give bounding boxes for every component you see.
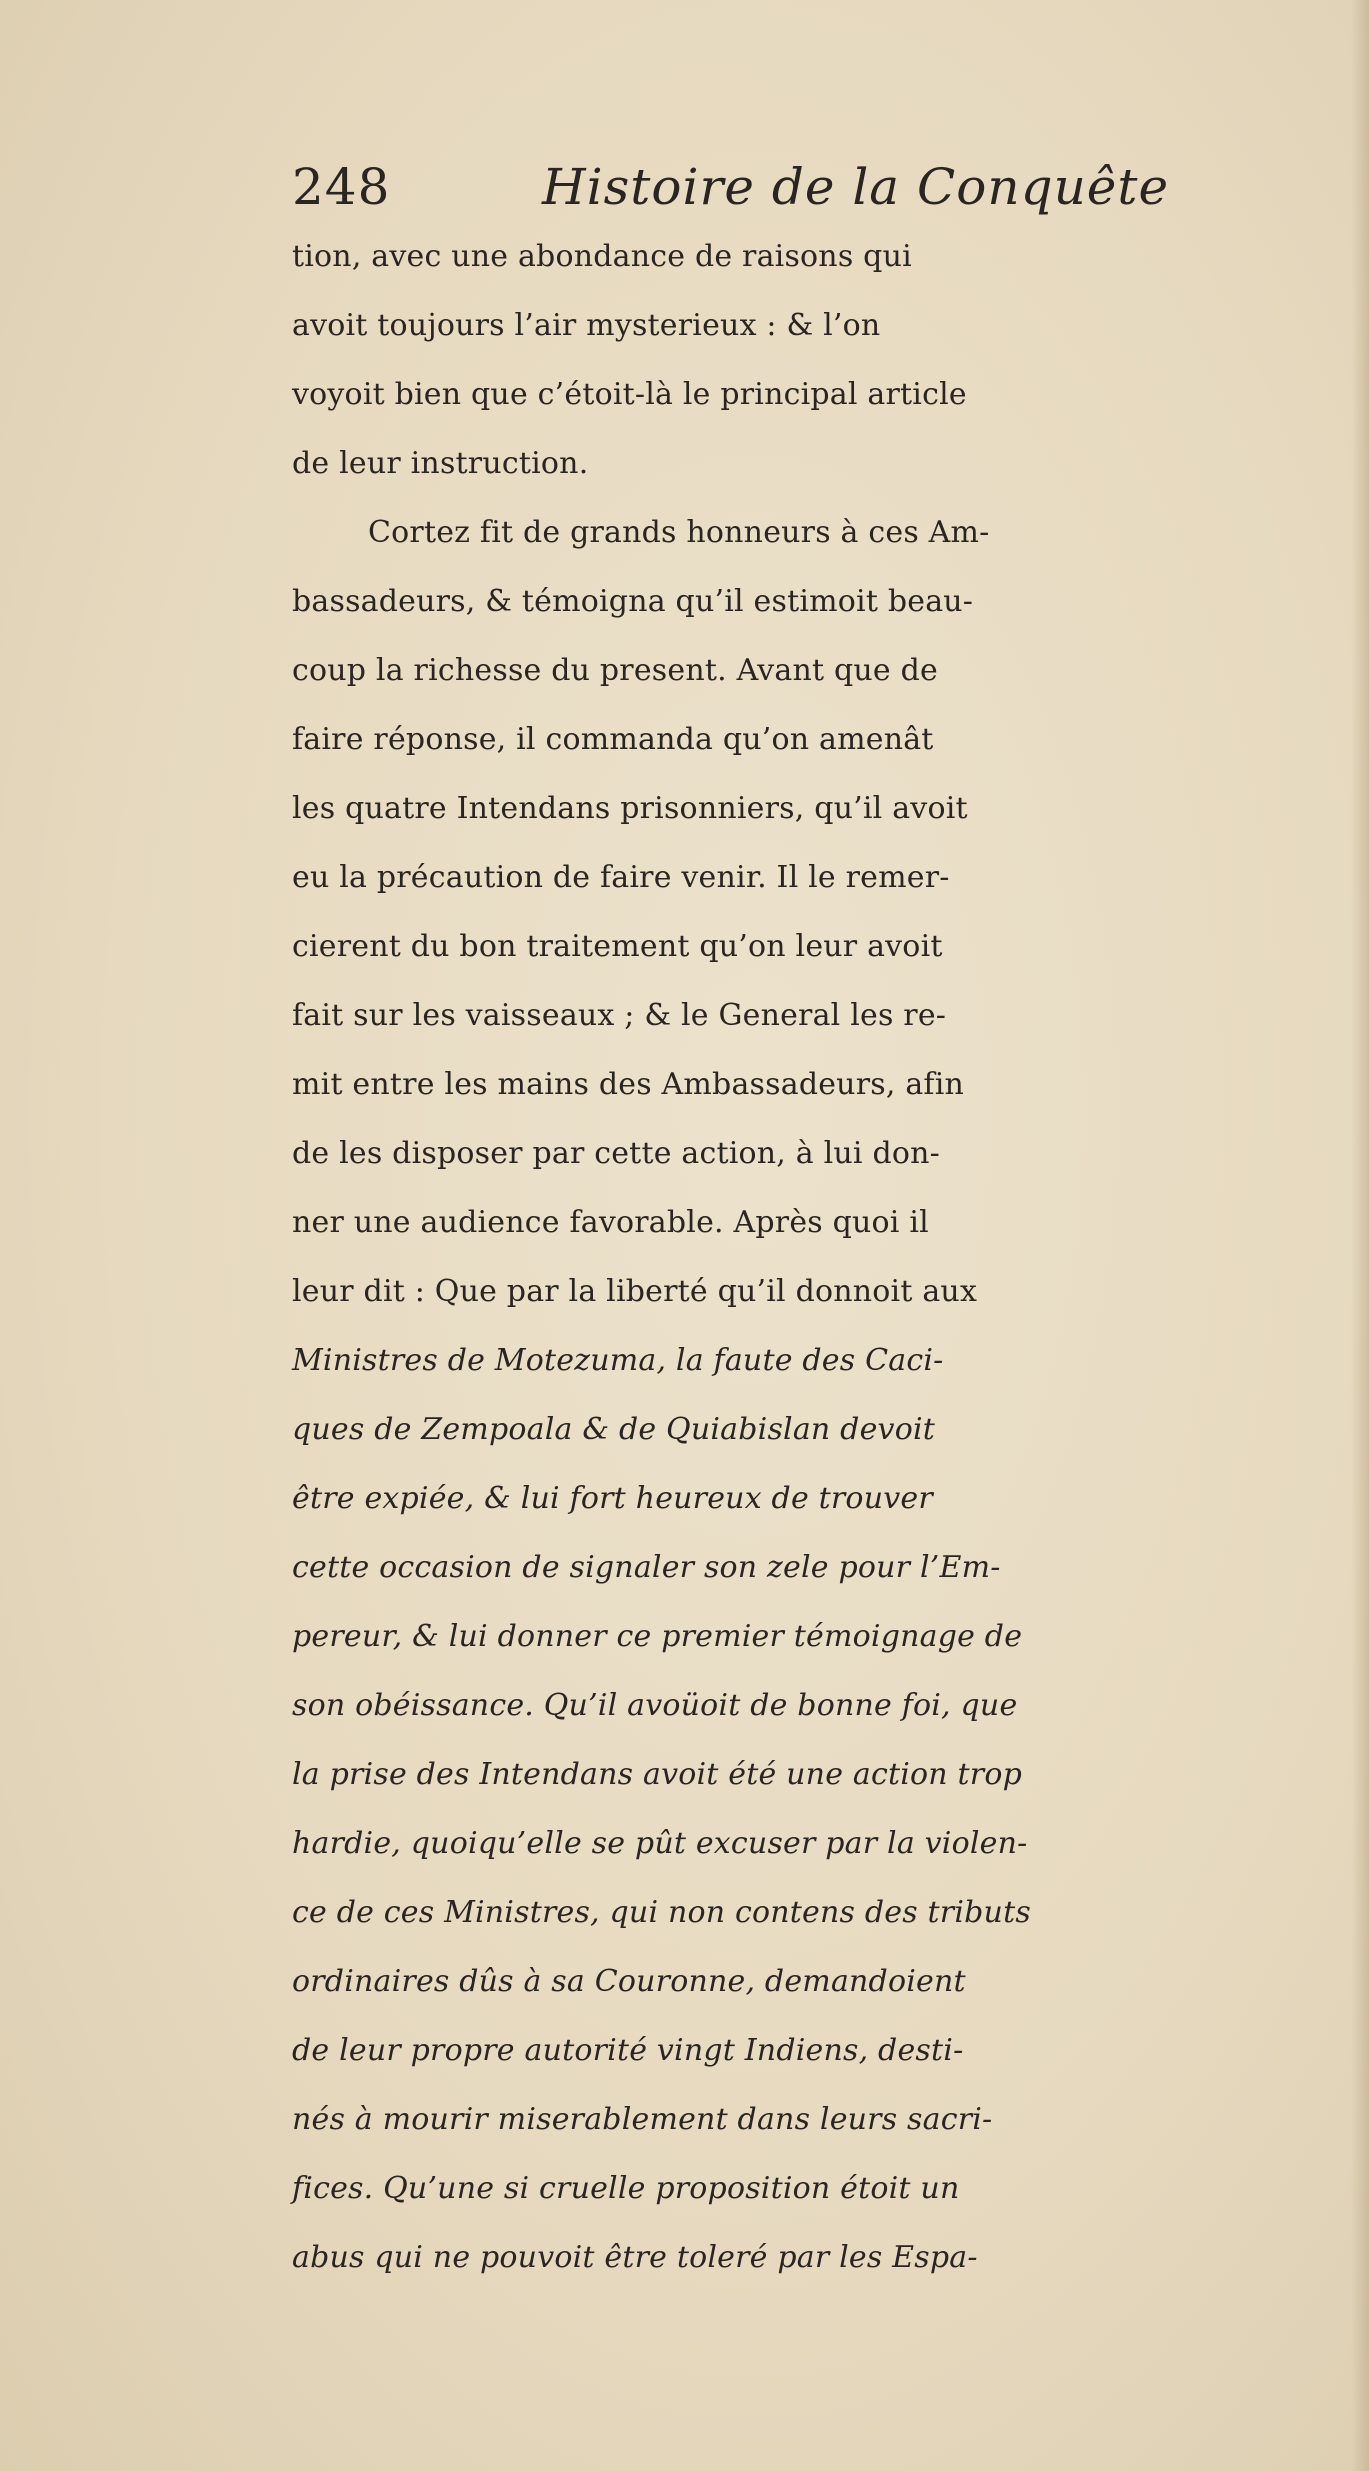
- text-line: cette occasion de signaler son zele pour l’Em-: [292, 1550, 1001, 1585]
- body-text: [292, 222, 1369, 2292]
- text-line: être expiée, & lui fort heureux de trouver: [292, 1481, 933, 1516]
- text-line: avoit toujours l’air mysterieux : & l’on: [292, 308, 881, 343]
- text-line: Cortez fit de grands honneurs à ces Am-: [368, 515, 990, 550]
- text-line: eu la précaution de faire venir. Il le remer-: [292, 860, 950, 895]
- text-line: pereur, & lui donner ce premier témoignage de: [292, 1619, 1023, 1654]
- text-line: fices. Qu’une si cruelle proposition étoit un: [292, 2171, 960, 2206]
- text-line: Ministres de Motezuma, la faute des Caci-: [292, 1343, 944, 1378]
- text-line: tion, avec une abondance de raisons qui: [292, 239, 912, 274]
- text-line: faire réponse, il commanda qu’on amenât: [292, 722, 934, 757]
- text-line: les quatre Intendans prisonniers, qu’il avoit: [292, 791, 968, 826]
- text-line: la prise des Intendans avoit été une action trop: [292, 1757, 1023, 1792]
- text-line: voyoit bien que c’étoit-là le principal article: [292, 377, 967, 412]
- running-title: Histoire de la Conquête: [542, 158, 1170, 216]
- text-line: abus qui ne pouvoit être toleré par les Espa-: [292, 2240, 978, 2275]
- text-line: mit entre les mains des Ambassadeurs, afin: [292, 1067, 965, 1102]
- text-line: son obéissance. Qu’il avoüoit de bonne foi, que: [292, 1688, 1018, 1723]
- text-line: ques de Zempoala & de Quiabislan devoit: [292, 1412, 936, 1447]
- text-line: ordinaires dûs à sa Couronne, demandoient: [292, 1964, 966, 1999]
- text-line: fait sur les vaisseaux ; & le General les re-: [292, 998, 947, 1033]
- text-line: leur dit : Que par la liberté qu’il donnoit aux: [292, 1274, 978, 1309]
- text-line: nés à mourir miserablement dans leurs sacri-: [292, 2102, 993, 2137]
- text-line: de leur instruction.: [292, 446, 589, 481]
- text-line: coup la richesse du present. Avant que de: [292, 653, 938, 688]
- running-header: [292, 152, 1292, 222]
- text-line: de leur propre autorité vingt Indiens, desti-: [292, 2033, 964, 2068]
- text-line: de les disposer par cette action, à lui don-: [292, 1136, 940, 1171]
- page-number: 248: [292, 158, 391, 216]
- text-line: bassadeurs, & témoigna qu’il estimoit beau-: [292, 584, 974, 619]
- text-line: hardie, quoiqu’elle se pût excuser par la violen-: [292, 1826, 1028, 1861]
- text-line: ce de ces Ministres, qui non contens des tributs: [292, 1895, 1031, 1930]
- text-line: cierent du bon traitement qu’on leur avoit: [292, 929, 943, 964]
- text-line: ner une audience favorable. Après quoi il: [292, 1205, 929, 1240]
